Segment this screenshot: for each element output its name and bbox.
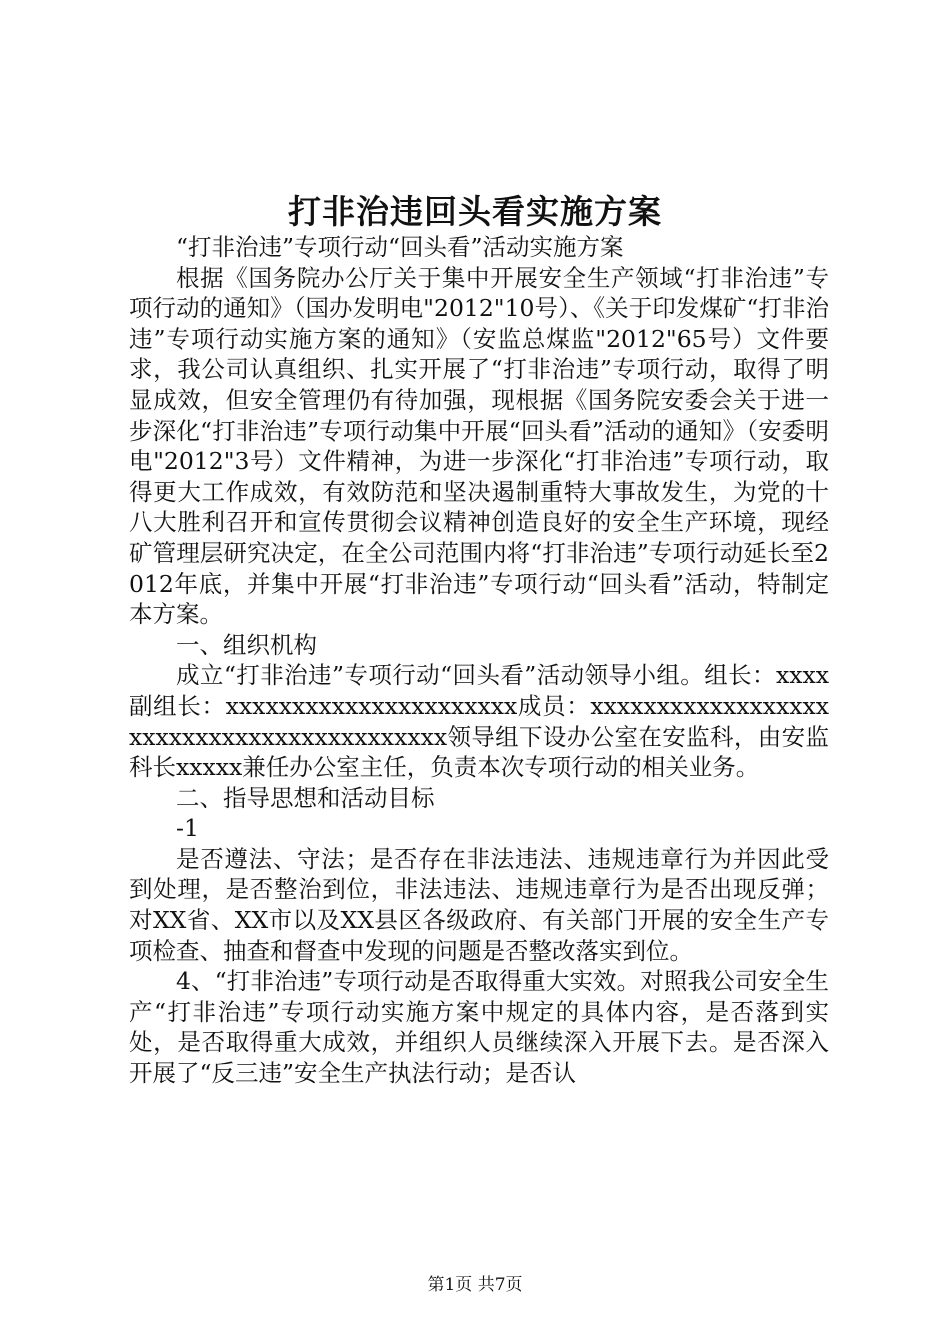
section-heading-organization: 一、组织机构	[176, 630, 317, 659]
compliance-paragraph: 是否遵法、守法；是否存在非法违法、违规违章行为并因此受到处理，是否整治到位，非法违法、违规违章行为是否出现反弹；对XX省、XX市以及XX县区各级政府、有关部门开展的安全生产专项检查、抽查和督查中发现的问题是否整改落实到位。	[129, 844, 829, 965]
subtitle-paragraph: “打非治违”专项行动“回头看”活动实施方案	[176, 233, 624, 261]
document-title: 打非治违回头看实施方案	[288, 192, 662, 231]
item-4-paragraph: 4、“打非治违”专项行动是否取得重大实效。对照我公司安全生产“打非治违”专项行动实施方案中规定的具体内容，是否落到实处，是否取得重大成效，并组织人员继续深入开展下去。是否深入开展了“反三违”安全生产执法行动；是否认	[129, 967, 829, 1088]
intro-paragraph: 根据《国务院办公厅关于集中开展安全生产领域“打非治违”专项行动的通知》（国办发明电"2012"10号）、《关于印发煤矿“打非治违”专项行动实施方案的通知》（安监总煤监"2012"65号）文件要求，我公司认真组织、扎实开展了“打非治违”专项行动，取得了明显成效，但安全管理仍有待加强，现根据《国务院安委会关于进一步深化“打非治违”专项行动集中开展“回头看”活动的通知》（安委明电"2012"3号）文件精神，为进一步深化“打非治违”专项行动，取得更大工作成效，有效防范和坚决遏制重特大事故发生，为党的十八大胜利召开和宣传贯彻会议精神创造良好的安全生产环境，现经矿管理层研究决定，在全公司范围内将“打非治违”专项行动延长至2012年底，并集中开展“打非治违”专项行动“回头看”活动，特制定本方案。	[129, 263, 829, 629]
document-body	[129, 232, 829, 1089]
section-heading-guidance: 二、指导思想和活动目标	[176, 783, 435, 812]
organization-paragraph: 成立“打非治违”专项行动“回头看”活动领导小组。组长：xxxx副组长：xxxxxxxxxxxxxxxxxxxxxx成员：xxxxxxxxxxxxxxxxxxxxxxxxxxxxxxxxxxxxxxxxxx领导组下设办公室在安监科，由安监科长xxxxx兼任办公室主任，负责本次专项行动的相关业务。	[129, 661, 829, 782]
page-footer: 第1页 共7页	[427, 1275, 523, 1295]
list-marker-line: -1	[176, 814, 199, 843]
